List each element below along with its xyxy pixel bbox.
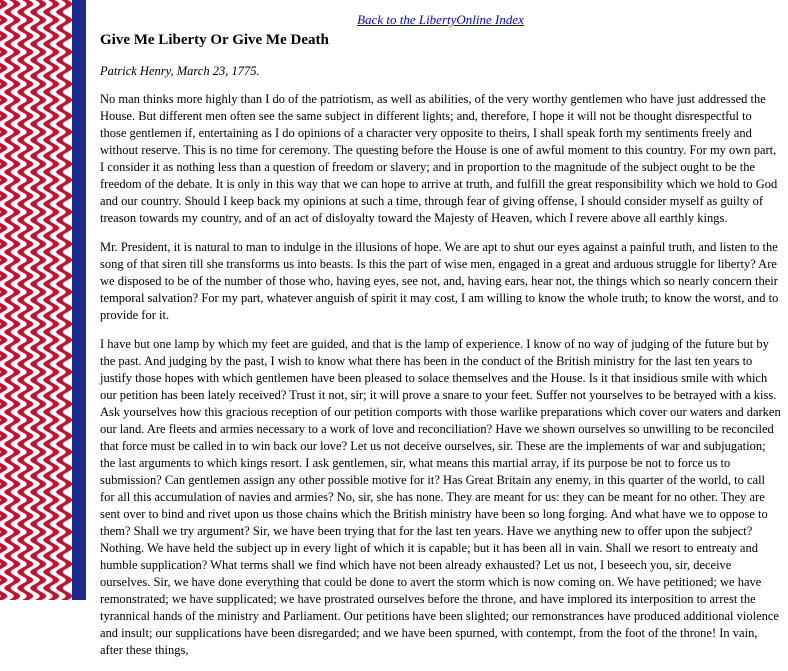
flag-stripes-border	[0, 0, 86, 600]
main-content	[100, 11, 781, 671]
wavy-stripes-graphic	[0, 0, 86, 600]
byline: Patrick Henry, March 23, 1775.	[100, 64, 260, 78]
back-to-index-link[interactable]: Back to the LibertyOnline Index	[357, 12, 524, 27]
page-title: Give Me Liberty Or Give Me Death	[100, 32, 329, 48]
speech-paragraph: I have but one lamp by which my feet are guided, and that is the lamp of experience. I know of no way of judging of the future but by the past. And judging by the past, I wish to know what there has been in the conduct of the British ministry for the last ten years to justify those hopes with which gentlemen have been pleased to solace themselves and the House. Is it that insidious smile with which our petition has been lately received? Trust it not, sir; it will prove a snare to your feet. Suffer not yourselves to be betrayed with a kiss. Ask yourselves how this gracious reception of our petition comports with those warlike preparations which cover our waters and darken our land. Are fleets and armies necessary to a work of love and reconciliation? Have we shown ourselves so unwilling to be reconciled that force must be called in to win back our love? Let us not deceive ourselves, sir. These are the implements of war and subjugation; the last arguments to which kings resort. I ask gentlemen, sir, what means this martial array, if its purpose be not to force us to submission? Can gentlemen assign any other possible motive for it? Has Great Britain any enemy, in this quarter of the world, to call for all this accumulation of navies and armies? No, sir, she has none. They are meant for us: they can be meant for no other. They are sent over to bind and rivet upon us those chains which the British ministry have been so long forging. And what have we to oppose to them? Shall we try argument? Sir, we have been trying that for the last ten years. Have we anything new to offer upon the subject? Nothing. We have held the subject up in every light of which it is capable; but it has been all in vain. Shall we resort to entreaty and humble supplication? What terms shall we find which have not been already exhausted? Let us not, I beseech you, sir, deceive ourselves. Sir, we have done everything that could be done to avert the storm which is now coming on. We have petitioned; we have remonstrated; we have supplicated; we have prostrated ourselves before the throne, and have implored its interposition to arrest the tyrannical hands of the ministry and Parliament. Our petitions have been slighted; our remonstrances have produced additional violence and insult; our supplications have been disregarded; and we have been spurned, with contempt, from the foot of the throne! In vain, after these things,	[100, 337, 781, 657]
speech-paragraph: Mr. President, it is natural to man to indulge in the illusions of hope. We are apt to shut our eyes against a painful truth, and listen to the song of that siren till she transforms us into beasts. Is this the part of wise men, engaged in a great and arduous struggle for liberty? Are we disposed to be of the number of those who, having eyes, see not, and, having ears, hear not, the things which so nearly concern their temporal salvation? For my part, whatever anguish of spirit it may cost, I am willing to know the whole truth; to know the worst, and to provide for it.	[100, 240, 779, 322]
speech-paragraph: No man thinks more highly than I do of the patriotism, as well as abilities, of the very worthy gentlemen who have just addressed the House. But different men often see the same subject in different lights; and, therefore, I hope it will not be thought disrespectful to those gentlemen if, entertaining as I do opinions of a character very opposite to theirs, I shall speak forth my sentiments freely and without reserve. This is no time for ceremony. The questing before the House is one of awful moment to this country. For my own part, I consider it as nothing less than a question of freedom or slavery; and in proportion to the magnitude of the subject ought to be the freedom of the debate. It is only in this way that we can hope to arrive at truth, and fulfill the great responsibility which we hold to God and our country. Should I keep back my opinions at such a time, through fear of giving offense, I should consider myself as guilty of treason towards my country, and of an act of disloyalty toward the Majesty of Heaven, which I revere above all earthly kings.	[100, 92, 778, 225]
blue-edge-band	[72, 0, 86, 600]
